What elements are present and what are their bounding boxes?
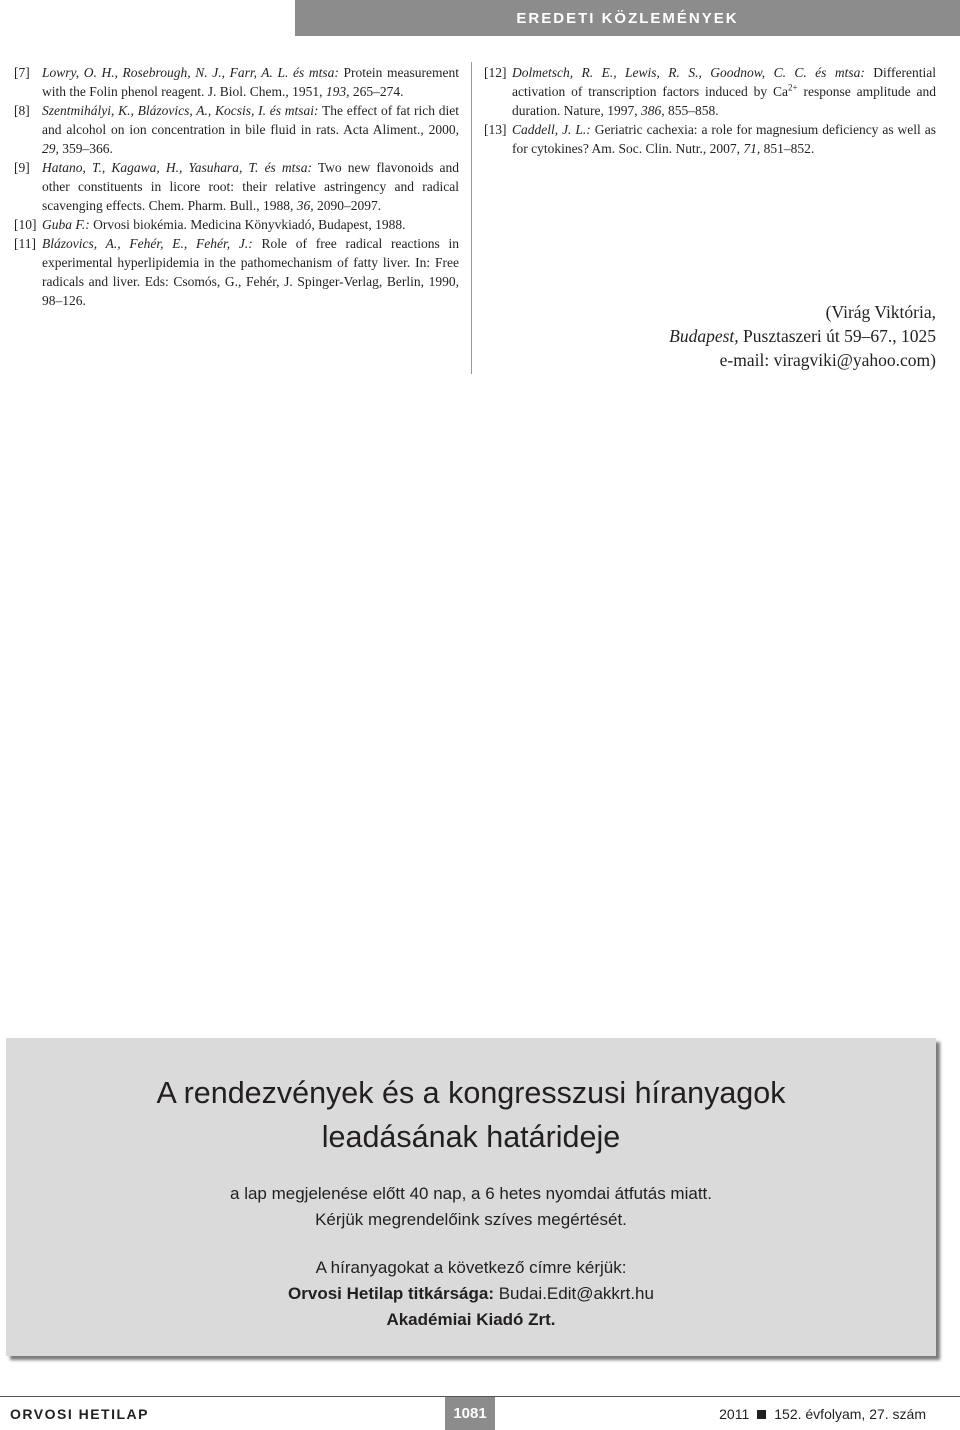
reference-volume: 36, <box>296 198 314 213</box>
reference-item <box>14 101 459 158</box>
reference-item <box>14 158 459 215</box>
reference-item <box>484 63 936 120</box>
notice-title-line2: leadásának határideje <box>321 1120 621 1154</box>
page-footer <box>0 1397 960 1430</box>
reference-authors: Caddell, J. L.: <box>512 122 591 137</box>
reference-number: [8] <box>14 103 30 118</box>
reference-item <box>484 120 936 158</box>
references-left-column <box>14 63 459 310</box>
author-name: (Virág Viktória, <box>825 302 936 322</box>
reference-text: The effect of fat rich diet and alcohol on ion concentration in bile fluid in rats. Acta Aliment., 2000, <box>42 103 460 137</box>
notice-publisher: Akadémiai Kiadó Zrt. <box>386 1310 556 1329</box>
reference-text: Differential activation of transcription factors induced by Ca <box>512 65 936 99</box>
author-email: e-mail: viragviki@yahoo.com) <box>719 350 936 370</box>
reference-item <box>14 234 459 310</box>
author-location <box>669 324 936 348</box>
references-right-column <box>484 63 936 158</box>
page-number: 1081 <box>445 1397 495 1430</box>
square-bullet-icon <box>757 1410 766 1419</box>
deadline-notice-box <box>6 1038 936 1356</box>
author-address <box>669 300 936 372</box>
notice-address-intro: A híranyagokat a következő címre kérjük: <box>315 1258 627 1277</box>
reference-number: [12] <box>484 65 507 80</box>
notice-contact-label: Orvosi Hetilap titkársága: <box>288 1284 494 1303</box>
notice-thanks-text: Kérjük megrendelőink szíves megértését. <box>315 1210 627 1229</box>
reference-pages: 2090–2097. <box>313 198 382 213</box>
issue-volume: 152. évfolyam, 27. szám <box>774 1406 926 1422</box>
author-city: Budapest, <box>669 326 739 346</box>
reference-pages: 855–858. <box>664 103 719 118</box>
reference-item <box>14 63 459 101</box>
section-title: EREDETI KÖZLEMÉNYEK <box>516 9 739 27</box>
reference-authors: Dolmetsch, R. E., Lewis, R. S., Goodnow, C. C. és mtsa: <box>512 65 865 80</box>
reference-number: [7] <box>14 65 30 80</box>
reference-text: Geriatric cachexia: a role for magnesium deficiency as well as for cytokines? Am. Soc. Clin. Nutr., 2007, <box>512 122 936 156</box>
reference-volume: 193, <box>325 84 350 99</box>
notice-contact <box>6 1281 936 1307</box>
section-header <box>295 0 960 36</box>
reference-text: Protein measurement with the Folin phenol reagent. J. Biol. Chem., 1951, <box>42 65 460 99</box>
reference-text-continued: response amplitude and duration. Nature, 1997, <box>512 84 937 118</box>
reference-volume: 386, <box>640 103 665 118</box>
reference-authors: Szentmihályi, K., Blázovics, A., Kocsis, I. és mtsai: <box>42 103 319 118</box>
reference-authors: Hatano, T., Kagawa, H., Yasuhara, T. és mtsa: <box>42 160 312 175</box>
journal-name: ORVOSI HETILAP <box>10 1406 149 1422</box>
reference-authors: Guba F.: <box>42 217 90 232</box>
reference-text: Role of free radical reactions in experimental hyperlipidemia in the pathomechanism of fatty liver. In: Free radicals and liver. Eds: Csomós, G., Fehér, J. Spinger-Verlag, Berlin, 1990, 98–126. <box>42 236 460 308</box>
issue-info <box>719 1406 926 1422</box>
reference-item <box>14 215 459 234</box>
notice-deadline-text: a lap megjelenése előtt 40 nap, a 6 hetes nyomdai átfutás miatt. <box>230 1184 712 1203</box>
reference-number: [9] <box>14 160 30 175</box>
reference-authors: Lowry, O. H., Rosebrough, N. J., Farr, A. L. és mtsa: <box>42 65 339 80</box>
reference-number: [10] <box>14 217 37 232</box>
notice-title-line1: A rendezvények és a kongresszusi híranyagok <box>156 1076 786 1110</box>
reference-authors: Blázovics, A., Fehér, E., Fehér, J.: <box>42 236 253 251</box>
issue-year: 2011 <box>719 1406 750 1422</box>
reference-pages: 265–274. <box>349 84 404 99</box>
notice-title <box>6 1071 936 1159</box>
reference-number: [11] <box>14 236 36 251</box>
reference-pages: 851–852. <box>760 141 815 156</box>
column-divider <box>471 62 472 374</box>
reference-pages: 359–366. <box>58 141 113 156</box>
notice-contact-email: Budai.Edit@akkrt.hu <box>494 1284 654 1303</box>
reference-text: Two new flavonoids and other constituents in licore root: their relative astringency and radical scavenging effects. Chem. Pharm. Bull., 1988, <box>42 160 459 213</box>
author-street: Pusztaszeri út 59–67., 1025 <box>738 326 936 346</box>
reference-volume: 71, <box>743 141 761 156</box>
reference-text: Orvosi biokémia. Medicina Könyvkiadó, Budapest, 1988. <box>89 217 406 232</box>
reference-volume: 29, <box>42 141 59 156</box>
reference-number: [13] <box>484 122 507 137</box>
reference-superscript: 2+ <box>788 82 798 93</box>
